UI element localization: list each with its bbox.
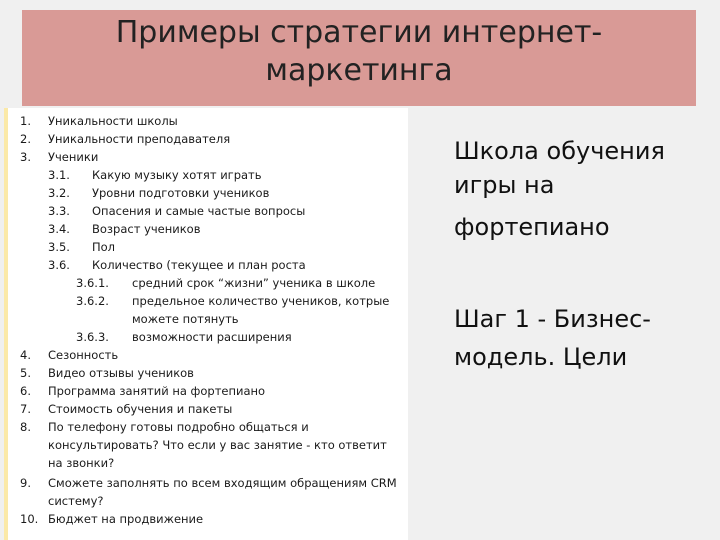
list-item-text: Видео отзывы учеников [48, 366, 194, 380]
right-text-line: Шаг 1 - Бизнес- [454, 305, 651, 333]
list-item-text: Ученики [48, 150, 99, 164]
list-item-text: Программа занятий на фортепиано [48, 384, 266, 398]
list-item-text: Возраст учеников [92, 222, 201, 236]
list-item-number: 1. [20, 114, 31, 128]
list-item-text: Уровни подготовки учеников [92, 186, 270, 200]
list-item-text: можете потянуть [132, 312, 239, 326]
slide-title [22, 14, 696, 90]
list-item-number: 8. [20, 420, 31, 434]
list-item-text: Бюджет на продвижение [48, 512, 204, 526]
list-item-text: Стоимость обучения и пакеты [48, 402, 233, 416]
list-item-number: 3.6. [48, 258, 70, 272]
list-item-number: 3.6.3. [76, 330, 109, 344]
list-item-number: 2. [20, 132, 31, 146]
list-item-text: Какую музыку хотят играть [92, 168, 262, 182]
list-item-number: 3. [20, 150, 31, 164]
list-item-text: предельное количество учеников, котрые [132, 294, 390, 308]
list-item-number: 3.2. [48, 186, 70, 200]
strategy-list-panel [4, 108, 408, 540]
list-item-text: средний срок “жизни” ученика в школе [132, 276, 376, 290]
list-item-text: возможности расширения [132, 330, 292, 344]
list-item-number: 10. [20, 512, 39, 526]
list-item-text: Сможете заполнять по всем входящим обращениям CRM [48, 476, 397, 490]
list-item-number: 3.4. [48, 222, 70, 236]
list-item-text: Опасения и самые частые вопросы [92, 204, 306, 218]
panel-accent-stripe [4, 108, 8, 540]
slide-title-line-1: Примеры стратегии интернет- [115, 15, 603, 50]
list-item-number: 5. [20, 366, 31, 380]
slide-title-line-2: маркетинга [265, 53, 453, 88]
list-item-text: Уникальности преподавателя [48, 132, 231, 146]
list-item-number: 7. [20, 402, 31, 416]
list-item-text: систему? [48, 494, 104, 508]
list-item-number: 3.6.2. [76, 294, 109, 308]
list-item-text: Количество (текущее и план роста [92, 258, 306, 272]
list-item-text: Пол [92, 240, 116, 254]
right-text-line: модель. Цели [454, 343, 628, 371]
right-text-line: игры на [454, 171, 555, 199]
right-text-line: фортепиано [454, 213, 610, 241]
list-item-text: консультировать? Что если у вас занятие - кто ответит [48, 438, 387, 452]
list-item-number: 3.3. [48, 204, 70, 218]
list-item-number: 3.5. [48, 240, 70, 254]
list-item-number: 3.1. [48, 168, 70, 182]
list-item-text: Уникальности школы [48, 114, 178, 128]
list-item-text: на звонки? [48, 456, 115, 470]
right-text-line: Школа обучения [454, 137, 665, 165]
list-item-text: По телефону готовы подробно общаться и [48, 420, 309, 434]
list-item-number: 9. [20, 476, 31, 490]
list-item-number: 3.6.1. [76, 276, 109, 290]
list-item-number: 6. [20, 384, 31, 398]
list-item-number: 4. [20, 348, 31, 362]
list-item-text: Сезонность [48, 348, 119, 362]
